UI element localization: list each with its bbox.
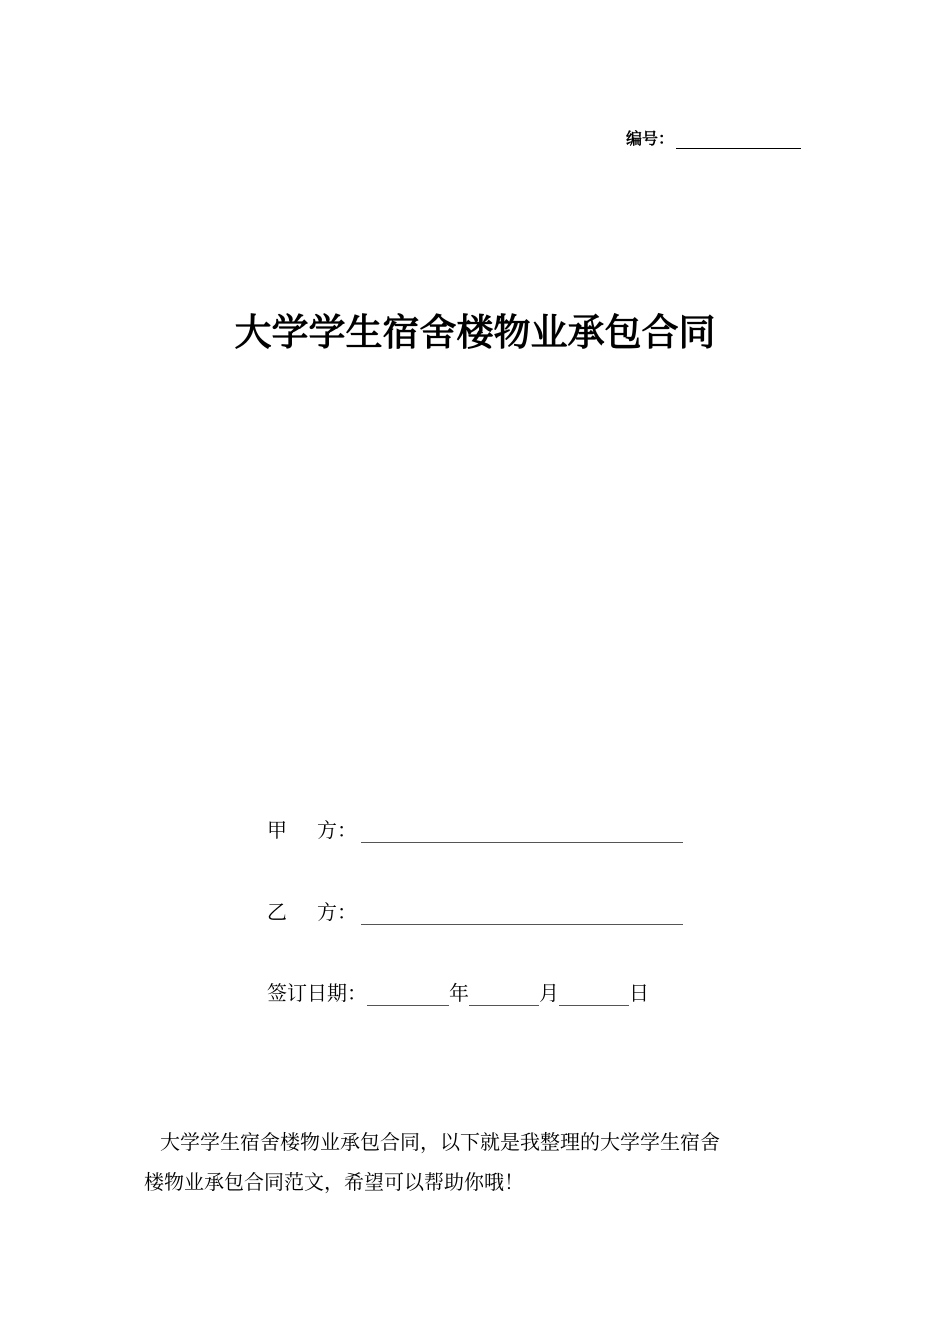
party-b-field xyxy=(267,896,683,925)
party-b-blank xyxy=(361,902,683,925)
party-a-label xyxy=(267,814,337,843)
intro-line-1: 大学学生宿舍楼物业承包合同，以下就是我整理的大学学生宿舍 xyxy=(160,1130,720,1154)
signing-day-label: 日 xyxy=(629,981,649,1005)
serial-number-blank xyxy=(676,130,801,149)
serial-number-label: 编号： xyxy=(626,129,675,148)
signing-year-blank xyxy=(367,983,449,1006)
signing-day-blank xyxy=(559,983,629,1006)
party-a-label-char2: 方 xyxy=(317,818,337,842)
contract-title: 大学学生宿舍楼物业承包合同 xyxy=(234,311,716,354)
signing-month-blank xyxy=(469,983,539,1006)
serial-number-field xyxy=(626,126,801,149)
signing-date-label: 签订日期： xyxy=(267,981,367,1005)
party-a-colon: ： xyxy=(337,818,357,842)
party-a-blank xyxy=(361,820,683,843)
party-b-label-char1: 乙 xyxy=(267,900,287,924)
party-b-colon: ： xyxy=(337,900,357,924)
party-b-label-char2: 方 xyxy=(317,900,337,924)
signing-month-label: 月 xyxy=(539,981,559,1005)
signing-year-label: 年 xyxy=(449,981,469,1005)
party-a-field xyxy=(267,814,683,843)
intro-paragraph xyxy=(144,1122,814,1202)
intro-line-2: 楼物业承包合同范文，希望可以帮助你哦！ xyxy=(144,1170,524,1194)
party-b-label xyxy=(267,896,337,925)
party-a-label-char1: 甲 xyxy=(267,818,287,842)
signing-date-field xyxy=(267,977,649,1006)
